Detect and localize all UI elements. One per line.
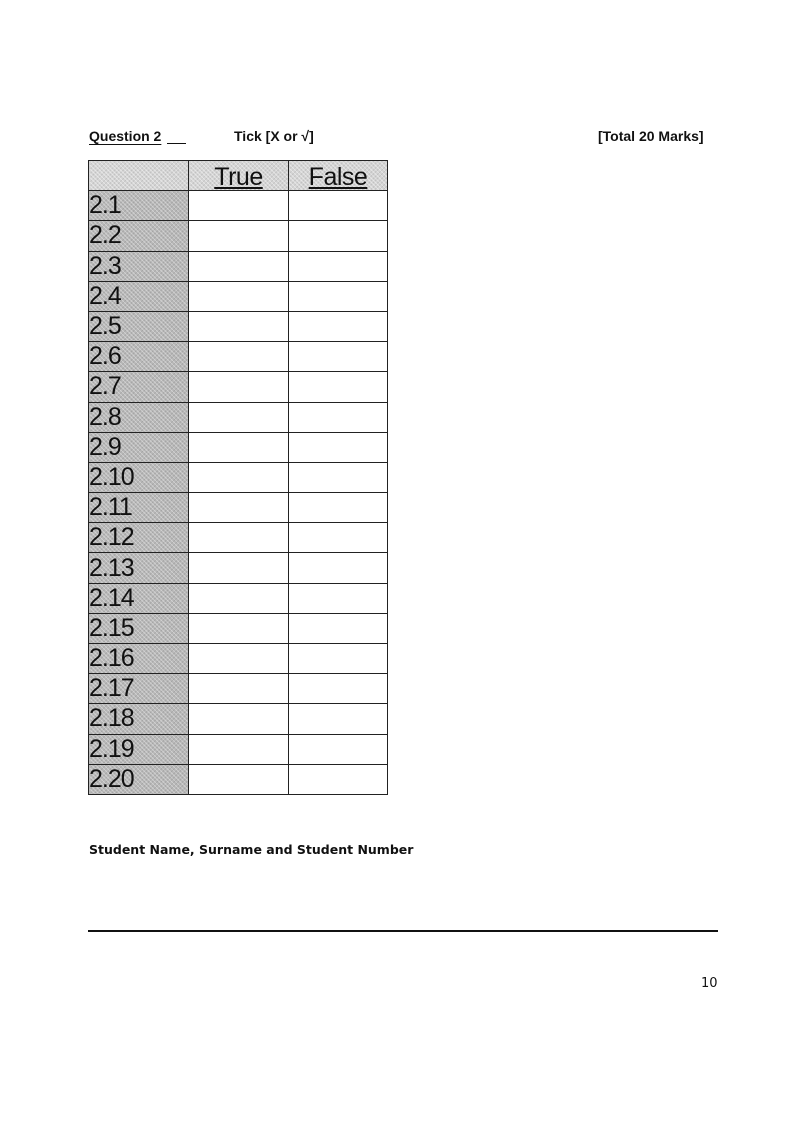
- false-answer-cell[interactable]: [289, 613, 388, 643]
- true-answer-cell[interactable]: [189, 462, 289, 492]
- table-row: [89, 613, 388, 643]
- false-answer-cell[interactable]: [289, 311, 388, 341]
- total-marks: [Total 20 Marks]: [598, 128, 704, 144]
- table-header-row: [89, 161, 388, 191]
- false-answer-cell[interactable]: [289, 251, 388, 281]
- title-underline-extension: [167, 143, 186, 144]
- question-title: Question 2: [89, 128, 162, 144]
- true-answer-cell[interactable]: [189, 342, 289, 372]
- false-answer-cell[interactable]: [289, 493, 388, 523]
- table-row: [89, 523, 388, 553]
- table-row: [89, 764, 388, 794]
- table-row: [89, 674, 388, 704]
- false-answer-cell[interactable]: [289, 764, 388, 794]
- question-number-cell: 2.6: [89, 342, 189, 372]
- true-answer-cell[interactable]: [189, 311, 289, 341]
- question-number-cell: 2.4: [89, 281, 189, 311]
- false-answer-cell[interactable]: [289, 462, 388, 492]
- table-row: [89, 402, 388, 432]
- table-row: [89, 734, 388, 764]
- question-number-cell: 2.3: [89, 251, 189, 281]
- true-answer-cell[interactable]: [189, 493, 289, 523]
- question-number-cell: 2.7: [89, 372, 189, 402]
- question-number-cell: 2.14: [89, 583, 189, 613]
- true-answer-cell[interactable]: [189, 523, 289, 553]
- false-answer-cell[interactable]: [289, 281, 388, 311]
- table-row: [89, 553, 388, 583]
- false-answer-cell[interactable]: [289, 674, 388, 704]
- table-row: [89, 342, 388, 372]
- true-answer-cell[interactable]: [189, 764, 289, 794]
- corner-cell: [89, 161, 189, 191]
- answer-table: [88, 160, 388, 795]
- column-header-true: [189, 161, 289, 191]
- table-row: [89, 644, 388, 674]
- true-answer-cell[interactable]: [189, 553, 289, 583]
- table-row: [89, 191, 388, 221]
- table-row: [89, 704, 388, 734]
- false-answer-cell[interactable]: [289, 583, 388, 613]
- table-row: [89, 311, 388, 341]
- column-header-false-label: False: [308, 163, 368, 192]
- question-number-cell: 2.17: [89, 674, 189, 704]
- true-answer-cell[interactable]: [189, 674, 289, 704]
- question-number-cell: 2.18: [89, 704, 189, 734]
- true-answer-cell[interactable]: [189, 191, 289, 221]
- question-number-cell: 2.9: [89, 432, 189, 462]
- question-number-cell: 2.16: [89, 644, 189, 674]
- table-row: [89, 221, 388, 251]
- true-answer-cell[interactable]: [189, 613, 289, 643]
- student-details-line: [88, 930, 718, 932]
- question-number-cell: 2.19: [89, 734, 189, 764]
- question-number-cell: 2.15: [89, 613, 189, 643]
- table-row: [89, 493, 388, 523]
- true-answer-cell[interactable]: [189, 372, 289, 402]
- question-number-cell: 2.11: [89, 493, 189, 523]
- true-answer-cell[interactable]: [189, 281, 289, 311]
- table-row: [89, 583, 388, 613]
- question-number-cell: 2.13: [89, 553, 189, 583]
- question-number-cell: 2.10: [89, 462, 189, 492]
- page-number: 10: [701, 976, 718, 991]
- false-answer-cell[interactable]: [289, 553, 388, 583]
- false-answer-cell[interactable]: [289, 523, 388, 553]
- question-number-cell: 2.1: [89, 191, 189, 221]
- column-header-false: [289, 161, 388, 191]
- false-answer-cell[interactable]: [289, 402, 388, 432]
- false-answer-cell[interactable]: [289, 221, 388, 251]
- true-answer-cell[interactable]: [189, 644, 289, 674]
- true-answer-cell[interactable]: [189, 432, 289, 462]
- column-header-true-label: True: [214, 163, 263, 192]
- true-answer-cell[interactable]: [189, 704, 289, 734]
- question-number-cell: 2.12: [89, 523, 189, 553]
- question-number-cell: 2.8: [89, 402, 189, 432]
- table-row: [89, 432, 388, 462]
- false-answer-cell[interactable]: [289, 432, 388, 462]
- true-answer-cell[interactable]: [189, 734, 289, 764]
- question-header: [0, 128, 794, 148]
- tick-instruction: Tick [X or √]: [234, 128, 314, 144]
- true-answer-cell[interactable]: [189, 402, 289, 432]
- question-number-cell: 2.5: [89, 311, 189, 341]
- question-number-cell: 2.2: [89, 221, 189, 251]
- table-row: [89, 281, 388, 311]
- false-answer-cell[interactable]: [289, 191, 388, 221]
- false-answer-cell[interactable]: [289, 704, 388, 734]
- true-answer-cell[interactable]: [189, 583, 289, 613]
- false-answer-cell[interactable]: [289, 734, 388, 764]
- table-row: [89, 462, 388, 492]
- student-details-label: Student Name, Surname and Student Number: [89, 842, 414, 857]
- table-row: [89, 372, 388, 402]
- table-row: [89, 251, 388, 281]
- question-number-cell: 2.20: [89, 764, 189, 794]
- true-answer-cell[interactable]: [189, 251, 289, 281]
- false-answer-cell[interactable]: [289, 372, 388, 402]
- false-answer-cell[interactable]: [289, 644, 388, 674]
- true-answer-cell[interactable]: [189, 221, 289, 251]
- false-answer-cell[interactable]: [289, 342, 388, 372]
